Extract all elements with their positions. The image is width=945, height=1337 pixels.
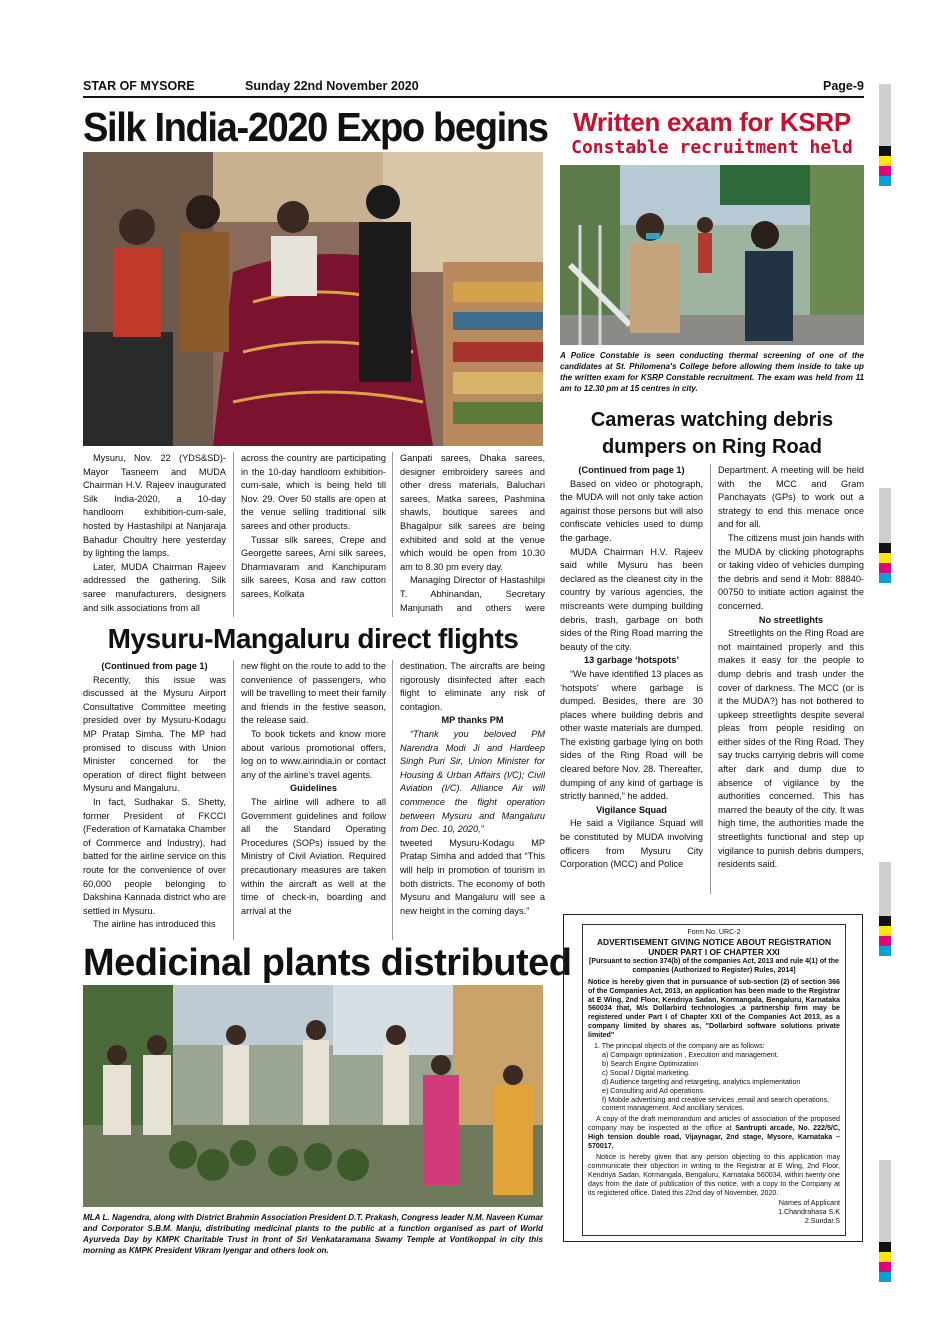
subhead-mp-thanks: MP thanks PM bbox=[441, 715, 504, 726]
flights-article-column-1 bbox=[83, 660, 226, 943]
ad-object-item: b) Search Engine Optimization bbox=[602, 1059, 699, 1068]
subhead-streetlights: No streetlights bbox=[758, 614, 824, 625]
flights-paragraph: tweeted Mysuru-Kodagu MP Pratap Simha and added that “This will help in promotion of tourism in both districts. The economy of both Mysuru and Mangaluru will see a new height in the coming days.” bbox=[400, 837, 545, 916]
ad-copy-text: A copy of the draft memorandum and articles of association of the proposed company may be inspected at the office at bbox=[588, 1115, 840, 1133]
registration-advertisement bbox=[563, 914, 863, 1242]
ad-applicant-1: 1.Chandrahasa S.K bbox=[778, 1208, 840, 1217]
column-rule bbox=[233, 452, 234, 617]
ad-objects-list bbox=[588, 1051, 840, 1113]
ad-object-item: c) Social / Digital marketing. bbox=[602, 1068, 690, 1077]
flights-paragraph: The airline has introduced this bbox=[93, 919, 216, 930]
flights-paragraph: The airline will adhere to all Government guidelines and follow all the Standard Operating Procedures (SOPs) issued by the Ministry of Civil Aviation. Required precautionary measures are taken within the aircraft as well at the time of check-in, boarding and arrival at the bbox=[241, 796, 386, 916]
masthead-rule bbox=[83, 96, 864, 98]
registration-swatches-top bbox=[879, 146, 891, 186]
registration-gray-bar bbox=[879, 1160, 891, 1242]
silk-paragraph: Tussar silk sarees, Crepe and Georgette sarees, Arni silk sarees, Dharmavaram and Kanchipuram silk sarees, Kosa and raw cotton sarees, Kolkata bbox=[241, 534, 386, 599]
silk-expo-photo bbox=[83, 152, 543, 446]
silk-paragraph: Ganpati sarees, Dhaka sarees, designer embroidery sarees and other dress materials, Baluchari sarees, Matka sarees, Pashmina shawls, boutique sarees and Bhagalpur silk sarees are being exhibited and sold at the venue which would be open from 10.30 am to 8.30 pm every day. bbox=[400, 453, 545, 572]
cameras-headline-line-2: dumpers on Ring Road bbox=[602, 436, 822, 458]
advertisement-body bbox=[582, 924, 846, 1236]
cameras-paragraph: Based on video or photograph, the MUDA will not only take action against those persons but will also confiscate vehicles used to dump the garbage. bbox=[560, 478, 703, 543]
subhead-vigilance: Vigilance Squad bbox=[596, 804, 667, 815]
flights-article-column-2 bbox=[241, 660, 386, 943]
registration-swatches-mid bbox=[879, 543, 891, 583]
subhead-hotspots: 13 garbage ‘hotspots’ bbox=[584, 655, 679, 666]
silk-headline: Silk India-2020 Expo begins bbox=[83, 104, 548, 150]
column-rule bbox=[392, 660, 393, 940]
ad-applicant-2: 2.Sundar.S bbox=[804, 1217, 840, 1226]
ad-subtitle: [Pursuant to section 374(b) of the companies Act, 2013 and rule 4(1) of the companies (Authorized to Register) Rules, 2014] bbox=[588, 956, 840, 974]
flights-article-column-3 bbox=[400, 660, 545, 943]
silk-paragraph: Mysuru, Nov. 22 (YDS&SD)- Mayor Tasneem and MUDA Chairman H.V. Rajeev inaugurated Silk India-2020, a 10-day handloom exhibition-cum-sale, hosted by Hastashilpi at Nanjaraja Bahadur Choultry here yesterday by lighting the lamps. bbox=[83, 453, 226, 559]
column-rule bbox=[233, 660, 234, 940]
cameras-article-column-2 bbox=[718, 464, 864, 904]
ksrp-headline: Written exam for KSRP bbox=[573, 107, 851, 137]
cameras-paragraph: The citizens must join hands with the MUDA by clicking photographs or taking video of vehicles dumping the debris and send it Mob: 88840-00750 to initiate action against the concerned. bbox=[718, 532, 864, 611]
column-rule bbox=[392, 452, 393, 617]
continued-note: (Continued from page 1) bbox=[578, 465, 685, 475]
registration-swatches-bottom bbox=[879, 1242, 891, 1282]
subhead-guidelines: Guidelines bbox=[290, 783, 337, 794]
medicinal-caption: MLA L. Nagendra, along with District Brahmin Association President D.T. Prakash, Congress leader N.M. Naveen Kumar and Corporator S.B.M. Manju, distributing medicinal plants to the public at a function organised as part of World Ayurveda Day by KMPK Charitable Trust in front of Sri Venkataramana Swamy Temple at Vontikoppal in city this morning as KMPK President Vikram Iyengar and others look on. bbox=[83, 1213, 543, 1255]
ksrp-caption: A Police Constable is seen conducting thermal screening of one of the candidates at St. Philomena's College before allowing them inside to take up the written exam for KSRP Constable recruitment. The exam was held from 11 am to 12.30 pm at 15 centres in city. bbox=[560, 351, 864, 393]
issue-date: Sunday 22nd November 2020 bbox=[245, 79, 419, 93]
page-number: Page-9 bbox=[823, 79, 864, 93]
flights-paragraph: destination. The aircrafts are being rigorously disinfected after each flight to eliminate any risk of contagion. bbox=[400, 661, 545, 712]
silk-paragraph: Managing Director of Hastashilpi T. Abhinandan, Secretary Manjunath and others were bbox=[400, 575, 545, 613]
flights-paragraph: In fact, Sudhakar S. Shetty, former President of FKCCI (Federation of Karnataka Chamber of Commerce and Industry), had batted for the airline service on this route for the convenience of over 60,000 people belonging to Dakshina Kannada district who are settled in Mysuru. bbox=[83, 796, 226, 916]
ad-title: ADVERTISEMENT GIVING NOTICE ABOUT REGISTRATION UNDER PART I OF CHAPTER XXI bbox=[596, 936, 832, 957]
cameras-paragraph: Streetlights on the Ring Road are not maintained properly and this makes it easy for the people to dump debris and trash under the cover of darkness. The MCC (or is it the MUDA?) has not bothered to upkeep streetlights despite several pleas from people residing on either sides of the Ring Road. They say trucks carrying debris will come after dark and dump due to absence of vigilance by the authorities concerned. This has marred the beauty of the city. It was high time, the authorities made the streetlights functional and step up vigilance to punish debris dumpers, residents said. bbox=[718, 628, 864, 870]
medicinal-headline: Medicinal plants distributed bbox=[83, 942, 572, 984]
ad-notice: Notice is hereby given that in pursuance of sub-section (2) of section 366 of the Companies Act, 2013, an application has been made to the Registrar at E Wing, 2nd Floor, Kendriya Sadan, Kormangala, Bengaluru, Karnataka 560034 that, M/s Dollarbird technologies ,a partnership firm may be registered under Part I of Chapter XXI of the Companies Act 2013, as a company limited by shares as, "Dollarbird software solutions private limited" bbox=[588, 977, 840, 1040]
ad-objects-intro: 1. The principal objects of the company are as follows: bbox=[594, 1042, 765, 1051]
ad-object-item: f) Mobile advertising and creative services ,email and search operations, content management. And ancilliary services. bbox=[602, 1095, 830, 1113]
silk-paragraph: Later, MUDA Chairman Rajeev addressed the gathering. Silk saree manufacturers, designers and silk associations from all bbox=[83, 561, 226, 613]
ad-sign-title: Names of Applicant bbox=[778, 1199, 840, 1208]
silk-article-column-3 bbox=[400, 452, 545, 617]
ad-form-number: Form No. URC-2 bbox=[687, 928, 741, 936]
cameras-paragraph: Department. A meeting will be held with the MCC and Gram Panchayats (GPs) to work out a strategy to end this menace once and for all. bbox=[718, 465, 864, 530]
registration-gray-bar bbox=[879, 84, 891, 146]
ad-copy-address: Santrupti arcade, No. 222/5/C, High tension double road, Vijaynagar, 2nd stage, Mysore, Karnataka – 570017. bbox=[588, 1124, 840, 1151]
mp-quote: “Thank you beloved PM Narendra Modi Ji and Hardeep Singh Puri Sir, Union Minister for Housing & Urban Affairs (I/C); Civil Aviation (I/C). Alliance Air will commence the flight operation between Mysuru and Mangaluru from Dec. 10, 2020,” bbox=[400, 728, 545, 835]
flights-headline: Mysuru-Mangaluru direct flights bbox=[107, 623, 519, 654]
ksrp-subheadline: Constable recruitment held bbox=[571, 137, 853, 158]
ad-copy-notice bbox=[588, 1115, 840, 1151]
cameras-paragraph: MUDA Chairman H.V. Rajeev said while Mysuru has been declared as the cleanest city in the country by various agencies, the miscreants were dumping building debris, trash, garbage on both sides of the Ring Road marring the beauty of the city. bbox=[560, 546, 703, 652]
column-rule bbox=[710, 464, 711, 894]
silk-paragraph: across the country are participating in the 10-day handloom exhibition-cum-sale, which is being held till Nov. 29. Over 50 stalls are open at the venue selling traditional silk sarees and other products. bbox=[241, 453, 386, 531]
ad-object-item: e) Consulting and Ad operations. bbox=[602, 1086, 705, 1095]
ad-object-item: d) Audience targeting and retargeting, analytics implementation bbox=[602, 1077, 801, 1086]
flights-paragraph: new flight on the route to add to the convenience of passengers, who will be travelling to meet their family and friends in the festive season, the release said. bbox=[241, 661, 386, 726]
registration-gray-bar bbox=[879, 488, 891, 543]
masthead bbox=[83, 79, 864, 95]
cameras-headline: Cameras watching debris bbox=[590, 409, 834, 431]
registration-swatches-low bbox=[879, 916, 891, 956]
continued-note: (Continued from page 1) bbox=[101, 661, 208, 671]
medicinal-plants-photo bbox=[83, 985, 543, 1207]
silk-article-column-1 bbox=[83, 452, 226, 617]
cameras-article-column-1 bbox=[560, 464, 703, 904]
flights-paragraph: Recently, this issue was discussed at the Mysuru Airport Consultative Committee meeting presided over by Mysuru-Kodagu MP Pratap Simha. The MP had promised to discuss with Union Minister concerned for the operation of direct flight between Mysuru and Mangaluru. bbox=[83, 674, 226, 794]
cameras-paragraph: “We have identified 13 places as ‘hotspots’ where garbage is dumped. Besides, there are 30 places where building debris and other waste materials are dumped. The existing garbage lying on both sides of the Ring Road will be cleared before Nov. 28. Thereafter, dumping of any kind of garbage is strictly banned,” he added. bbox=[560, 668, 703, 802]
silk-article-column-2 bbox=[241, 452, 386, 617]
flights-paragraph: To book tickets and know more about various promotional offers, log on to www.airindia.in or contact any of the airline's travel agents. bbox=[241, 728, 386, 780]
ksrp-exam-photo bbox=[560, 165, 864, 345]
cameras-paragraph: He said a Vigilance Squad will be constituted by MUDA involving officers from Mysuru City Corporation (MCC) and Police bbox=[560, 818, 703, 870]
ad-object-item: a) Campaign optimization , Execution and management. bbox=[602, 1050, 779, 1059]
paper-name: STAR OF MYSORE bbox=[83, 79, 195, 93]
registration-gray-bar bbox=[879, 862, 891, 916]
ad-objection-notice: Notice is hereby given that any person objecting to this application may communicate their objection in writing to the Registrar at E Wing, 2nd Floor, Kendriya Sadan, Kormangala, Bengaluru, Karnataka 560034, within twenty one days from the date of publication of this notice, with a copy to the Company at its registered office. Dated this 22nd day of November, 2020. bbox=[588, 1152, 840, 1197]
